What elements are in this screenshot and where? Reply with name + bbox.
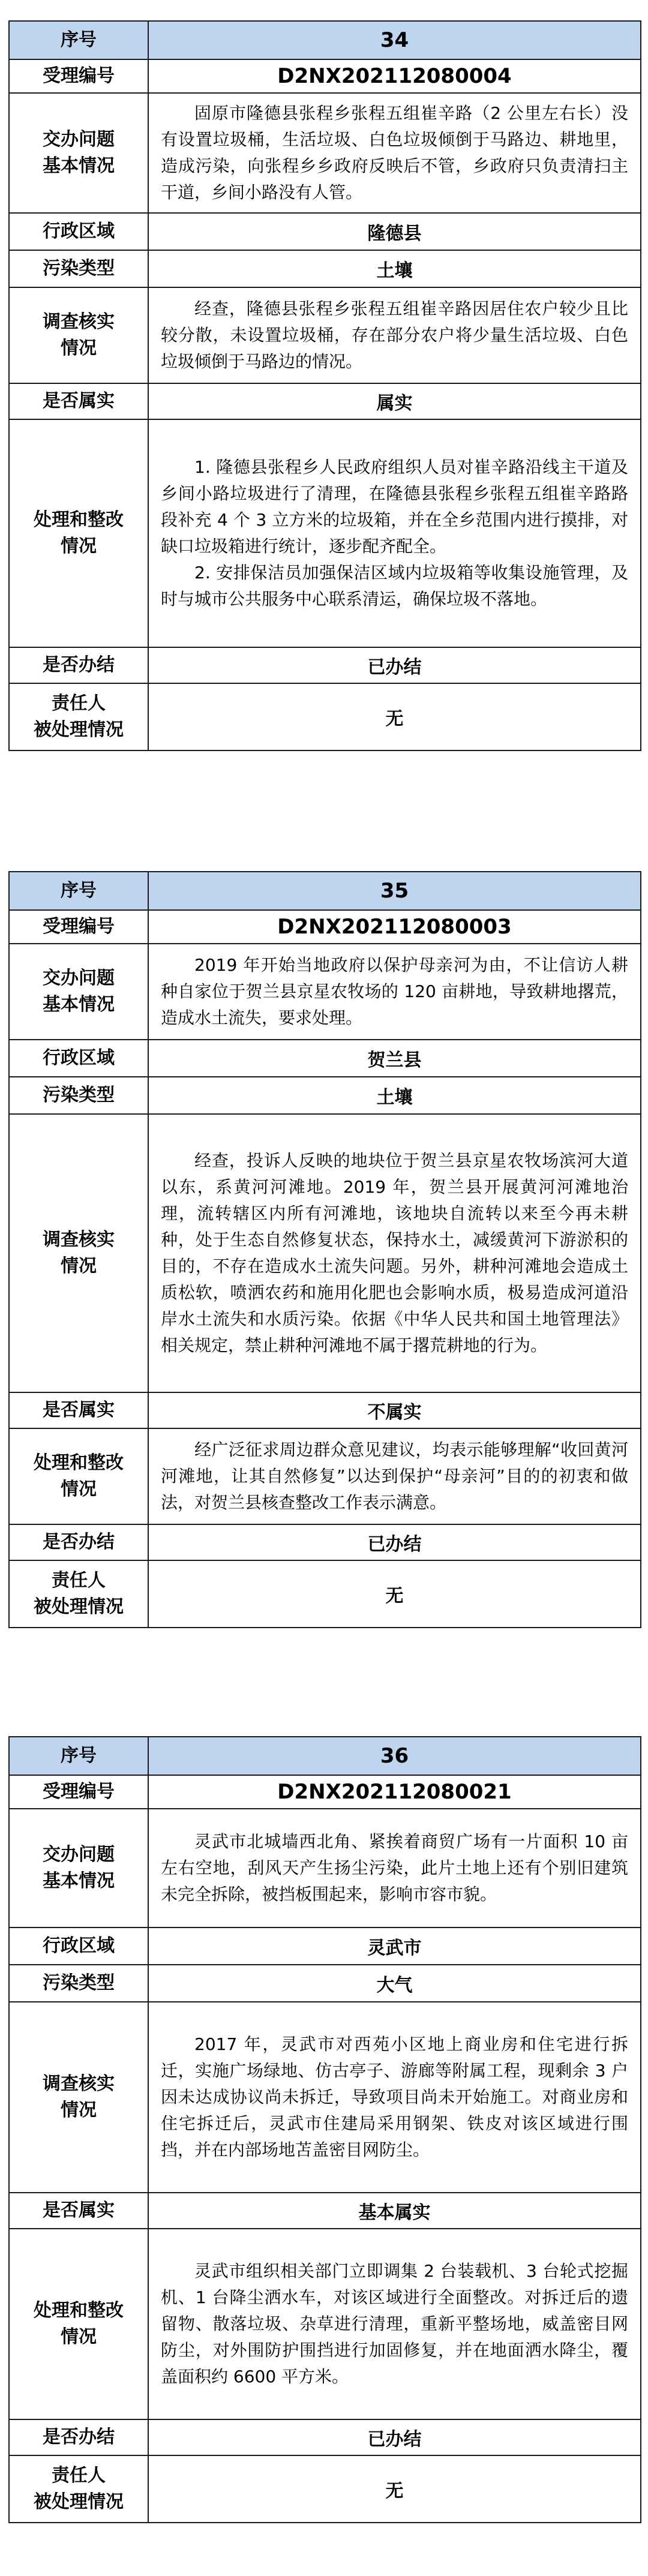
label-issue xyxy=(9,944,148,1040)
row-responsible xyxy=(9,1560,641,1628)
label-region: 行政区域 xyxy=(9,213,148,250)
row-region xyxy=(9,1040,641,1077)
row-seq xyxy=(9,872,641,910)
row-closed xyxy=(9,1524,641,1560)
label-issue xyxy=(9,1809,148,1928)
value-investigation: 经查，投诉人反映的地块位于贺兰县京星农牧场滨河大道以东，系黄河河滩地。2019 年，贺兰县开展黄河河滩地治理，流转辖区内所有河滩地，该地块自流转以来至今再未耕种，处于生态自然修复状态，保持水土，减缓黄河下游淤积的目的，不存在造成水土流失问题。另外，耕种河滩地会造成土质松软，喷洒农药和施用化肥也会影响水质，极易造成河道沿岸水土流失和水质污染。依据《中华人民共和国土地管理法》相关规定，禁止耕种河滩地不属于撂荒耕地的行为。 xyxy=(148,1114,641,1392)
label-closed: 是否办结 xyxy=(9,1524,148,1560)
label-responsible xyxy=(9,1560,148,1628)
label-investigation xyxy=(9,1114,148,1392)
row-issue xyxy=(9,944,641,1040)
value-investigation: 2017 年，灵武市对西苑小区地上商业房和住宅进行拆迁，实施广场绿地、仿古亭子、游廊等附属工程，现剩余 3 户因未达成协议尚未拆迁，导致项目尚未开始施工。对商业房和住宅拆迁后，灵武市住建局采用钢架、铁皮对该区域进行围挡，并在内部场地苫盖密目网防尘。 xyxy=(148,2002,641,2193)
row-truth xyxy=(9,1392,641,1428)
label-region: 行政区域 xyxy=(9,1928,148,1965)
value-pollution: 土壤 xyxy=(148,250,641,287)
value-pollution: 大气 xyxy=(148,1965,641,2002)
value-issue: 灵武市北城墙西北角、紧挨着商贸广场有一片面积 10 亩左右空地，刮风天产生扬尘污染，此片土地上还有个别旧建筑未完全拆除，被挡板围起来，影响市容市貌。 xyxy=(148,1809,641,1928)
label-closed: 是否办结 xyxy=(9,2419,148,2455)
label-responsible-text: 责任人 被处理情况 xyxy=(34,693,124,740)
value-responsible: 无 xyxy=(148,683,641,750)
row-seq xyxy=(9,21,641,59)
value-truth: 属实 xyxy=(148,383,641,419)
value-responsible: 无 xyxy=(148,2455,641,2523)
label-investigation xyxy=(9,287,148,383)
row-closed xyxy=(9,647,641,683)
label-issue-text: 交办问题 基本情况 xyxy=(43,1844,115,1892)
label-investigation-text: 调查核实 情况 xyxy=(43,1229,115,1277)
value-issue: 固原市隆德县张程乡张程五组崔辛路（2 公里左右长）没有设置垃圾桶，生活垃圾、白色垃圾倾倒于马路边、耕地里，造成污染，向张程乡乡政府反映后不管，乡政府只负责清扫主干道，乡间小路没有人管。 xyxy=(148,93,641,213)
value-seq: 34 xyxy=(148,21,641,59)
label-seq: 序号 xyxy=(9,872,148,910)
label-handling-text: 处理和整改 情况 xyxy=(34,509,124,557)
value-handling: 经广泛征求周边群众意见建议，均表示能够理解“收回黄河河滩地，让其自然修复”以达到保护“母亲河”目的的初衷和做法，对贺兰县核查整改工作表示满意。 xyxy=(148,1428,641,1524)
label-handling xyxy=(9,419,148,647)
label-investigation-text: 调查核实 情况 xyxy=(43,311,115,359)
row-responsible xyxy=(9,2455,641,2523)
value-closed: 已办结 xyxy=(148,1524,641,1560)
label-issue xyxy=(9,93,148,213)
label-pollution: 污染类型 xyxy=(9,1077,148,1114)
value-truth: 基本属实 xyxy=(148,2193,641,2229)
record-36-table xyxy=(8,1736,640,2523)
row-pollution xyxy=(9,250,641,287)
row-region xyxy=(9,213,641,250)
value-id: D2NX202112080003 xyxy=(148,910,641,944)
value-id: D2NX202112080004 xyxy=(148,59,641,93)
row-id xyxy=(9,1775,641,1809)
label-handling xyxy=(9,2229,148,2419)
row-issue xyxy=(9,1809,641,1928)
row-handling xyxy=(9,1428,641,1524)
row-investigation xyxy=(9,287,641,383)
row-id xyxy=(9,59,641,93)
value-pollution: 土壤 xyxy=(148,1077,641,1114)
row-investigation xyxy=(9,1114,641,1392)
label-issue-text: 交办问题 基本情况 xyxy=(43,129,115,176)
row-truth xyxy=(9,383,641,419)
label-responsible-text: 责任人 被处理情况 xyxy=(34,2465,124,2512)
value-responsible: 无 xyxy=(148,1560,641,1628)
value-region: 隆德县 xyxy=(148,213,641,250)
label-truth: 是否属实 xyxy=(9,1392,148,1428)
value-issue: 2019 年开始当地政府以保护母亲河为由，不让信访人耕种自家位于贺兰县京星农牧场的 120 亩耕地，导致耕地撂荒，造成水土流失，要求处理。 xyxy=(148,944,641,1040)
label-handling-text: 处理和整改 情况 xyxy=(34,1452,124,1500)
label-responsible xyxy=(9,683,148,750)
value-investigation: 经查，隆德县张程乡张程五组崔辛路因居住农户较少且比较分散，未设置垃圾桶，存在部分农户将少量生活垃圾、白色垃圾倾倒于马路边的情况。 xyxy=(148,287,641,383)
label-handling xyxy=(9,1428,148,1524)
value-seq: 35 xyxy=(148,872,641,910)
label-investigation xyxy=(9,2002,148,2193)
label-investigation-text: 调查核实 情况 xyxy=(43,2073,115,2121)
row-handling xyxy=(9,2229,641,2419)
row-region xyxy=(9,1928,641,1965)
label-region: 行政区域 xyxy=(9,1040,148,1077)
label-handling-text: 处理和整改 情况 xyxy=(34,2300,124,2347)
handling-paragraph-2: 2. 安排保洁员加强保洁区域内垃圾箱等收集设施管理，及时与城市公共服务中心联系清运，确保垃圾不落地。 xyxy=(161,563,628,609)
label-pollution: 污染类型 xyxy=(9,1965,148,2002)
value-handling: 灵武市组织相关部门立即调集 2 台装载机、3 台轮式挖掘机、1 台降尘洒水车，对该区域进行全面整改。对拆迁后的遗留物、散落垃圾、杂草进行清理，重新平整场地，威盖密目网防尘，对外围防护围挡进行加固修复，并在地面洒水降尘，覆盖面积约 6600 平方米。 xyxy=(148,2229,641,2419)
value-seq: 36 xyxy=(148,1737,641,1775)
label-responsible-text: 责任人 被处理情况 xyxy=(34,1570,124,1617)
row-issue xyxy=(9,93,641,213)
record-35-table xyxy=(8,871,640,1628)
value-id: D2NX202112080021 xyxy=(148,1775,641,1809)
row-truth xyxy=(9,2193,641,2229)
handling-paragraph-1: 1. 隆德县张程乡人民政府组织人员对崔辛路沿线主干道及乡间小路垃圾进行了清理，在隆德县张程乡张程五组崔辛路路段补充 4 个 3 立方米的垃圾箱，并在全乡范围内进行摸排，对缺口垃圾箱进行统计，逐步配齐配全。 xyxy=(161,457,628,556)
label-responsible xyxy=(9,2455,148,2523)
value-region: 灵武市 xyxy=(148,1928,641,1965)
value-closed: 已办结 xyxy=(148,2419,641,2455)
label-seq: 序号 xyxy=(9,21,148,59)
row-id xyxy=(9,910,641,944)
row-closed xyxy=(9,2419,641,2455)
label-issue-text: 交办问题 基本情况 xyxy=(43,968,115,1015)
label-closed: 是否办结 xyxy=(9,647,148,683)
value-truth: 不属实 xyxy=(148,1392,641,1428)
label-truth: 是否属实 xyxy=(9,2193,148,2229)
row-investigation xyxy=(9,2002,641,2193)
value-region: 贺兰县 xyxy=(148,1040,641,1077)
label-id: 受理编号 xyxy=(9,59,148,93)
row-seq xyxy=(9,1737,641,1775)
value-handling xyxy=(148,419,641,647)
row-pollution xyxy=(9,1077,641,1114)
value-closed: 已办结 xyxy=(148,647,641,683)
label-seq: 序号 xyxy=(9,1737,148,1775)
label-truth: 是否属实 xyxy=(9,383,148,419)
label-id: 受理编号 xyxy=(9,910,148,944)
label-pollution: 污染类型 xyxy=(9,250,148,287)
row-pollution xyxy=(9,1965,641,2002)
row-responsible xyxy=(9,683,641,750)
record-34-table xyxy=(8,20,640,751)
row-handling xyxy=(9,419,641,647)
label-id: 受理编号 xyxy=(9,1775,148,1809)
